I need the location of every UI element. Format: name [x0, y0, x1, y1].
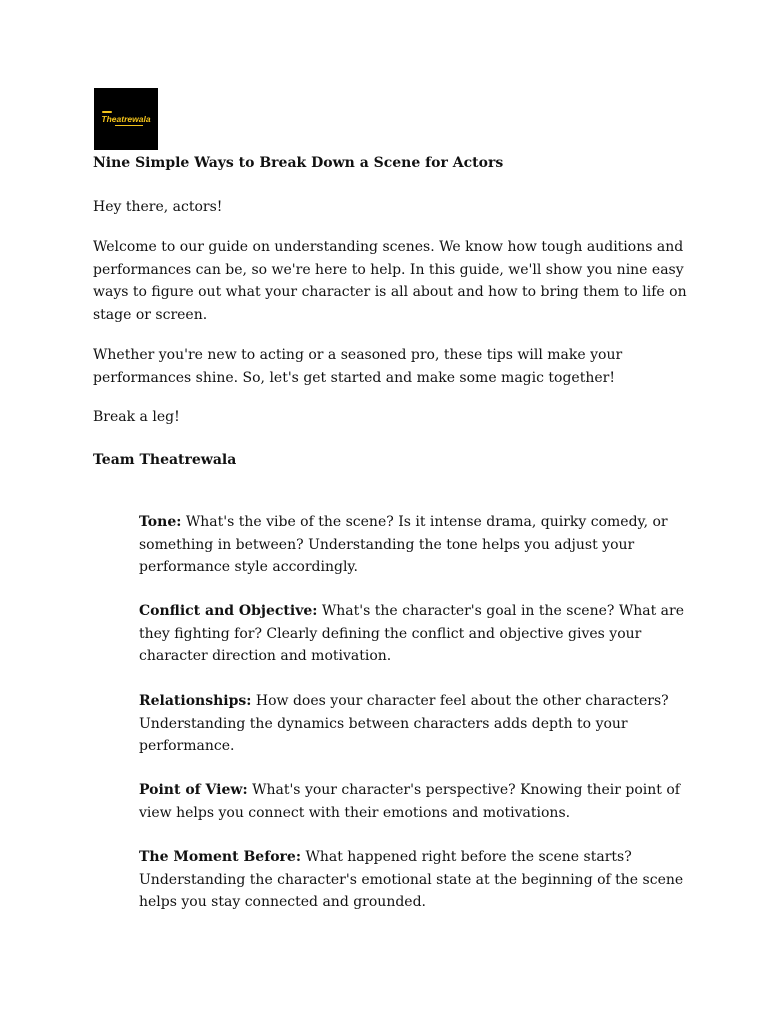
signoff-paragraph: Break a leg!	[93, 409, 180, 425]
theatrewala-logo	[94, 88, 158, 150]
tip-item	[139, 511, 699, 579]
team-signature: Team Theatrewala	[93, 452, 237, 468]
intro-paragraph: Welcome to our guide on understanding scenes. We know how tough auditions and performances can be, so we're here to help. In this guide, we'll show you nine easy ways to figure out what your character is all about and how to bring them to life on stage or screen.	[93, 239, 687, 323]
tip-description: What's your character's perspective? Knowing their point of view helps you connect with their emotions and motivations.	[139, 782, 680, 821]
tip-description: What's the character's goal in the scene? What are they fighting for? Clearly defining the conflict and objective gives your character direction and motivation.	[139, 603, 684, 664]
document-title: Nine Simple Ways to Break Down a Scene for Actors	[93, 155, 504, 171]
tip-item	[139, 690, 699, 758]
tip-term: The Moment Before:	[139, 849, 302, 865]
tip-item	[139, 600, 699, 668]
tip-term: Conflict and Objective:	[139, 603, 318, 619]
encouragement-paragraph: Whether you're new to acting or a seasoned pro, these tips will make your performances shine. So, let's get started and make some magic together!	[93, 347, 623, 386]
logo-wordmark: Theatrewala	[101, 114, 151, 124]
tip-description: What's the vibe of the scene? Is it intense drama, quirky comedy, or something in between? Understanding the tone helps you adjust your performance style accordingly.	[139, 514, 668, 575]
tip-item	[139, 846, 699, 914]
tip-term: Tone:	[139, 514, 182, 530]
tip-description: What happened right before the scene starts? Understanding the character's emotional state at the beginning of the scene helps you stay connected and grounded.	[139, 849, 684, 910]
tip-item	[139, 779, 699, 824]
tip-term: Relationships:	[139, 693, 252, 709]
tip-description: How does your character feel about the other characters? Understanding the dynamics between characters adds depth to your performance.	[139, 693, 669, 754]
tip-term: Point of View:	[139, 782, 248, 798]
greeting-paragraph: Hey there, actors!	[93, 199, 223, 215]
